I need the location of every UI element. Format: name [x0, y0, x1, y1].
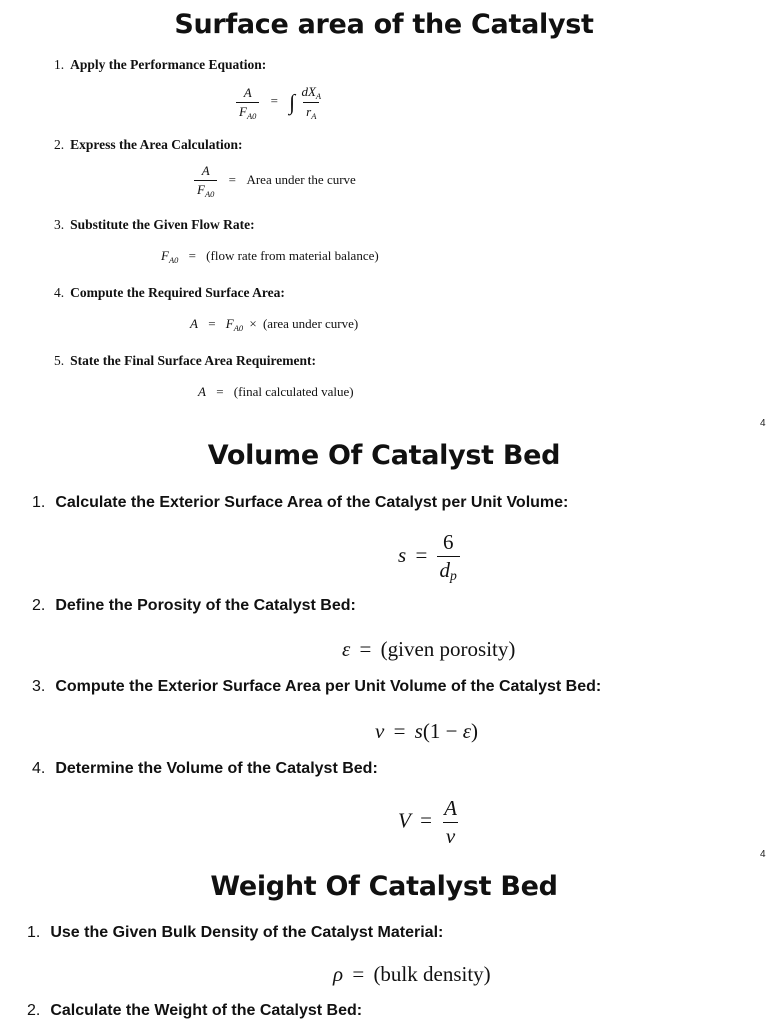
step-number: 3.	[32, 678, 46, 695]
step-3	[54, 217, 255, 233]
step-1	[54, 57, 266, 73]
step-number: 1.	[54, 57, 65, 72]
section-title-surface-area: Surface area of the Catalyst	[174, 9, 594, 40]
step-number: 2.	[54, 137, 65, 152]
equation-bed-surface: v = s(1 − ε)	[375, 719, 478, 743]
step-text: Define the Porosity of the Catalyst Bed:	[55, 597, 356, 614]
step-text: Substitute the Given Flow Rate:	[70, 217, 255, 232]
step-2	[27, 1002, 362, 1020]
step-2	[54, 137, 243, 153]
equation-rhs: (area under curve)	[262, 316, 359, 331]
step-5	[54, 353, 316, 369]
section-title-weight: Weight Of Catalyst Bed	[210, 871, 558, 902]
step-text: Compute the Exterior Surface Area per Unit Volume of the Catalyst Bed:	[55, 678, 602, 695]
step-text: Calculate the Weight of the Catalyst Bed:	[50, 1002, 363, 1019]
page-marker: 4	[760, 418, 766, 429]
equation-rhs: Area under the curve	[246, 171, 356, 187]
equation-porosity: ε = (given porosity)	[342, 637, 516, 661]
step-text: State the Final Surface Area Requirement:	[70, 353, 316, 368]
equation-rhs: (given porosity)	[380, 637, 516, 661]
equation-rhs: (bulk density)	[373, 962, 491, 986]
equation-rhs: (final calculated value)	[233, 384, 354, 399]
step-text: Apply the Performance Equation:	[70, 57, 267, 72]
step-4	[32, 760, 378, 778]
equation-surface-per-volume: s = $\frac{6}{d_p}$	[398, 530, 460, 584]
equation-final-value: A = (final calculated value)	[198, 384, 354, 399]
equation-flow-rate: $F_{A0}$ = (flow rate from material balance)	[161, 248, 379, 265]
step-number: 2.	[32, 597, 46, 614]
equation-performance: $\frac{A}{F_{A0}}$ = ∫ $\frac{dX_A}{r_A}$	[236, 84, 324, 121]
step-text: Express the Area Calculation:	[70, 137, 243, 152]
step-text: Determine the Volume of the Catalyst Bed:	[55, 760, 378, 777]
equation-bed-volume: V = $\frac{A}{v}$	[398, 796, 457, 848]
equation-rhs: (flow rate from material balance)	[206, 248, 379, 263]
equation-area: $\frac{A}{F_{A0}}$ = Area under the curve	[194, 163, 356, 199]
step-2	[32, 597, 356, 615]
step-text: Calculate the Exterior Surface Area of the Catalyst per Unit Volume:	[55, 494, 569, 511]
step-number: 1.	[27, 924, 41, 941]
step-4	[54, 285, 285, 301]
step-number: 5.	[54, 353, 65, 368]
step-number: 1.	[32, 494, 46, 511]
step-1	[27, 924, 443, 942]
step-text: Use the Given Bulk Density of the Catalyst Material:	[50, 924, 444, 941]
step-number: 4.	[54, 285, 65, 300]
step-number: 4.	[32, 760, 46, 777]
equation-bulk-density: ρ = (bulk density)	[333, 962, 491, 986]
step-text: Compute the Required Surface Area:	[70, 285, 285, 300]
step-number: 3.	[54, 217, 65, 232]
step-1	[32, 494, 568, 512]
equation-surface-area: $A = F_{A0}$ × (area under curve)	[190, 316, 359, 333]
page-marker: 4	[760, 849, 766, 860]
step-3	[32, 678, 601, 696]
step-number: 2.	[27, 1002, 41, 1019]
section-title-volume: Volume Of Catalyst Bed	[207, 440, 561, 471]
